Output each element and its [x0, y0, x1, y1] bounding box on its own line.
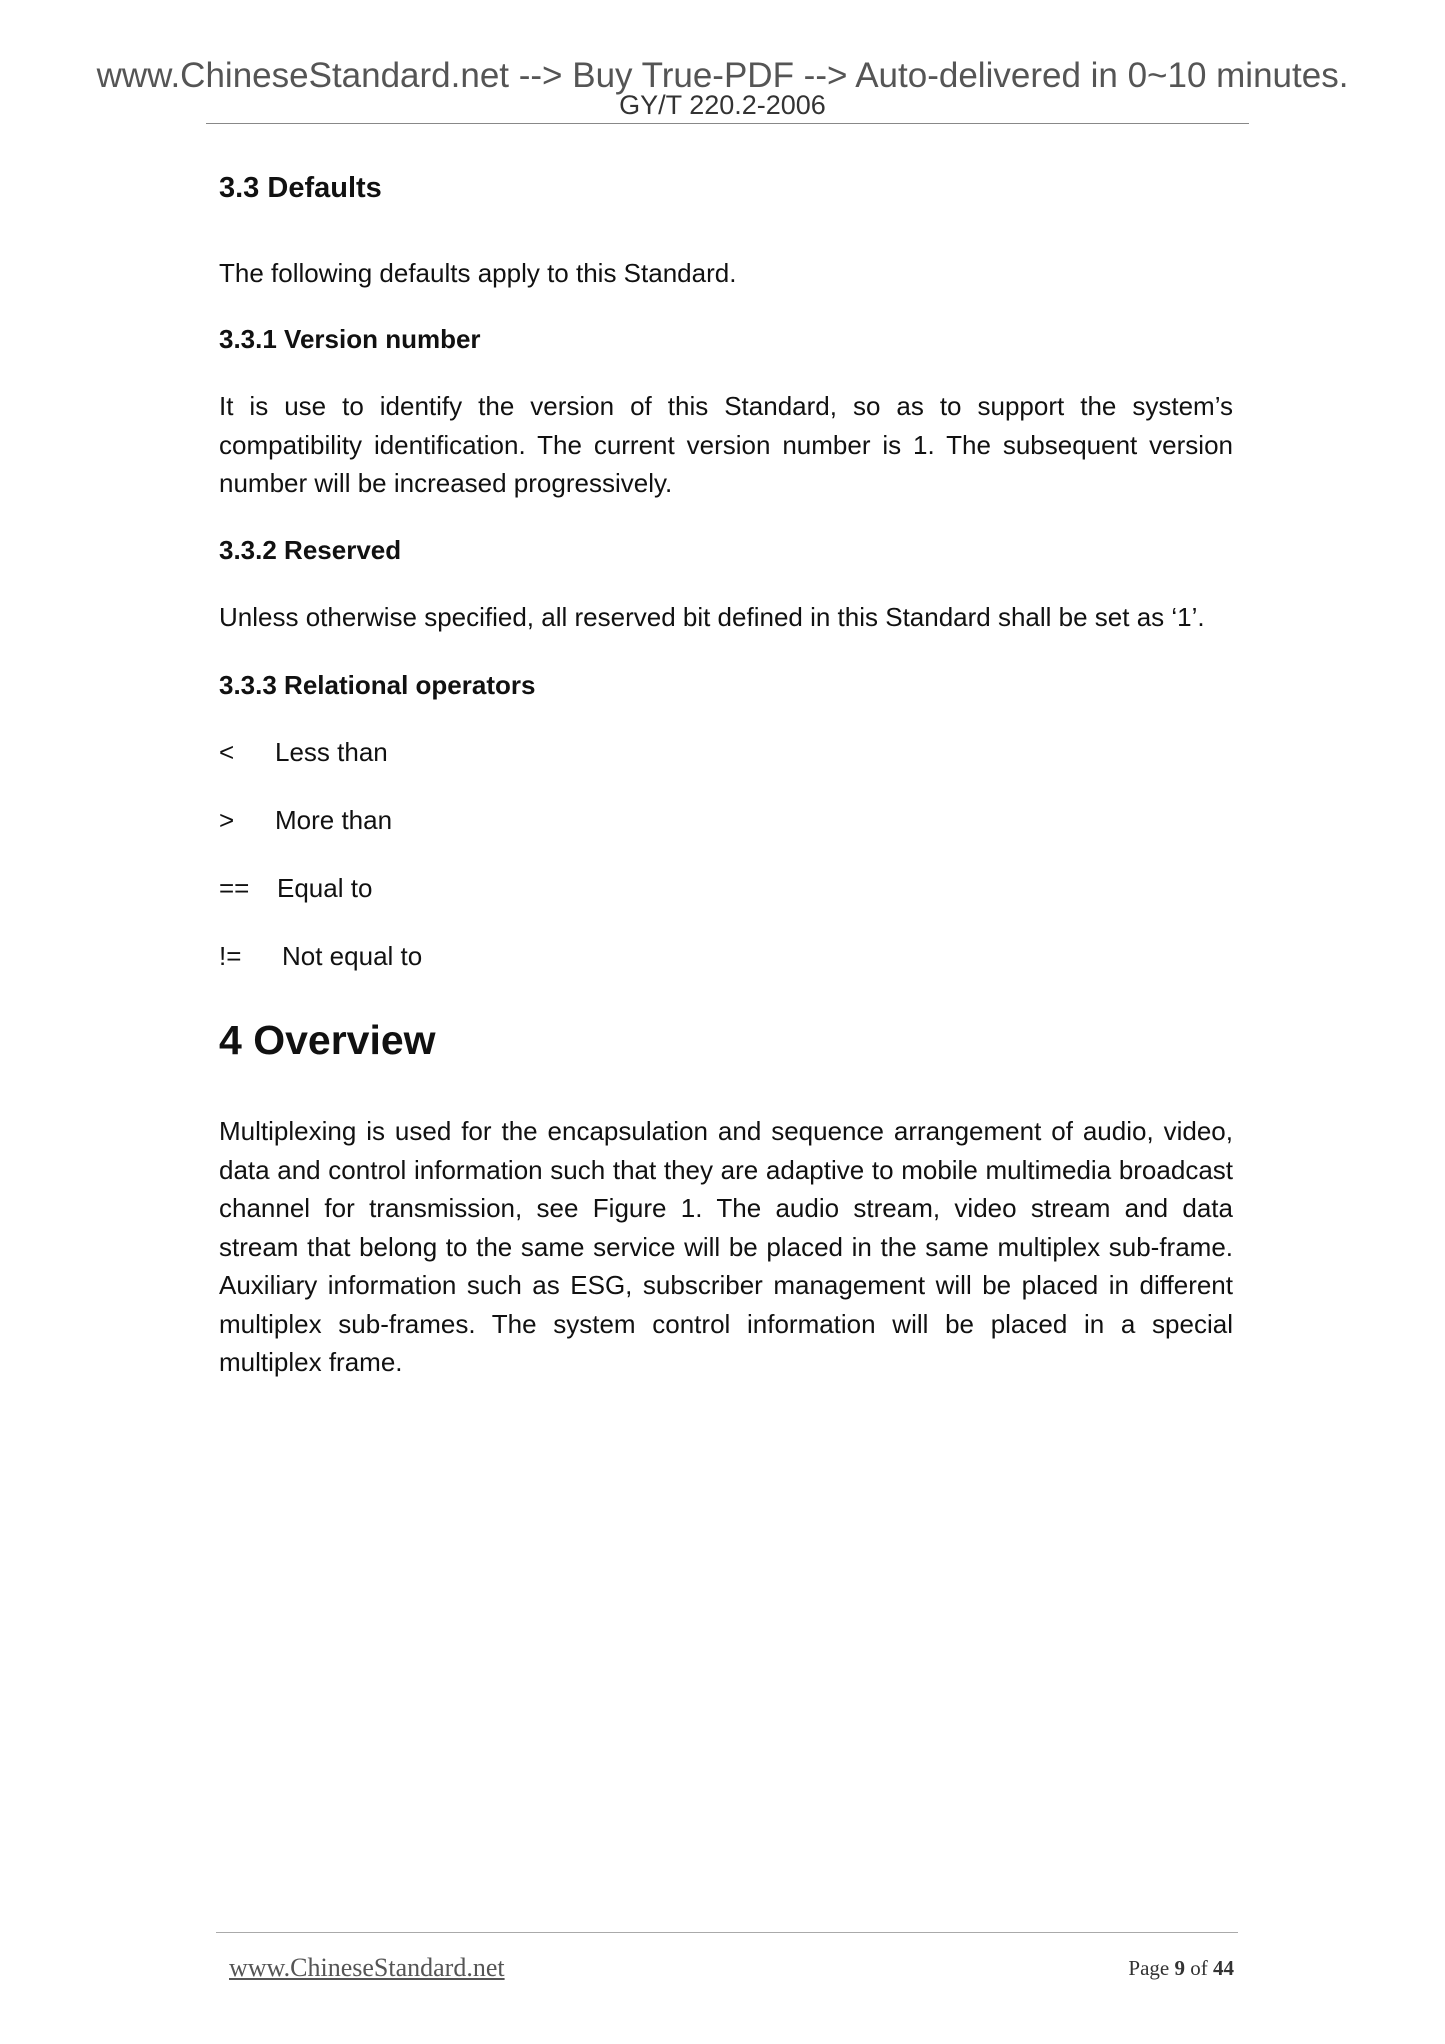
top-banner[interactable]: www.ChineseStandard.net --> Buy True-PDF --> Auto-delivered in 0~10 minutes.: [96, 56, 1349, 95]
operator-meaning: Equal to: [277, 873, 373, 903]
footer-divider: [216, 1932, 1238, 1933]
operator-symbol: >: [219, 805, 235, 835]
operator-meaning: More than: [275, 805, 393, 835]
total-pages: 44: [1213, 1956, 1234, 1980]
header-divider: [206, 123, 1249, 124]
page-label: Page: [1128, 1956, 1170, 1980]
reserved-text: Unless otherwise specified, all reserved bit defined in this Standard shall be set as ‘1’.: [219, 602, 1205, 632]
operator-symbol: <: [219, 737, 235, 767]
operator-row: [219, 941, 422, 972]
operator-meaning: Not equal to: [282, 941, 423, 971]
defaults-intro: The following defaults apply to this Standard.: [219, 258, 737, 288]
heading-3-3-1: 3.3.1 Version number: [219, 324, 481, 354]
page-number: 9: [1174, 1956, 1185, 1980]
heading-3-3: 3.3 Defaults: [219, 172, 382, 204]
of-label: of: [1190, 1956, 1208, 1980]
document-id: GY/T 220.2-2006: [619, 90, 826, 120]
page-indicator: [1128, 1956, 1234, 1981]
footer-website-link[interactable]: www.ChineseStandard.net: [229, 1953, 505, 1982]
operator-symbol: ==: [219, 873, 250, 903]
operator-meaning: Less than: [275, 737, 388, 767]
operator-symbol: !=: [219, 941, 242, 971]
overview-text: Multiplexing is used for the encapsulation and sequence arrangement of audio, video, data and control information such that they are adaptive to mobile multimedia broadcast channel for transmission, see Figure 1. The audio stream, video stream and data stream that belong to the same service will be placed in the same multiplex sub-frame. Auxiliary information such as ESG, subscriber management will be placed in different multiplex sub-frames. The system control information will be placed in a special multiplex frame.: [219, 1116, 1233, 1377]
heading-4: 4 Overview: [219, 1017, 436, 1063]
operator-row: [219, 873, 372, 904]
version-number-text: It is use to identify the version of this Standard, so as to support the system’s compatibility identification. The current version number is 1. The subsequent version number will be increased progressively.: [219, 391, 1233, 498]
operator-row: [219, 805, 392, 836]
heading-3-3-2: 3.3.2 Reserved: [219, 535, 402, 565]
operator-row: [219, 737, 388, 768]
heading-3-3-3: 3.3.3 Relational operators: [219, 670, 536, 700]
